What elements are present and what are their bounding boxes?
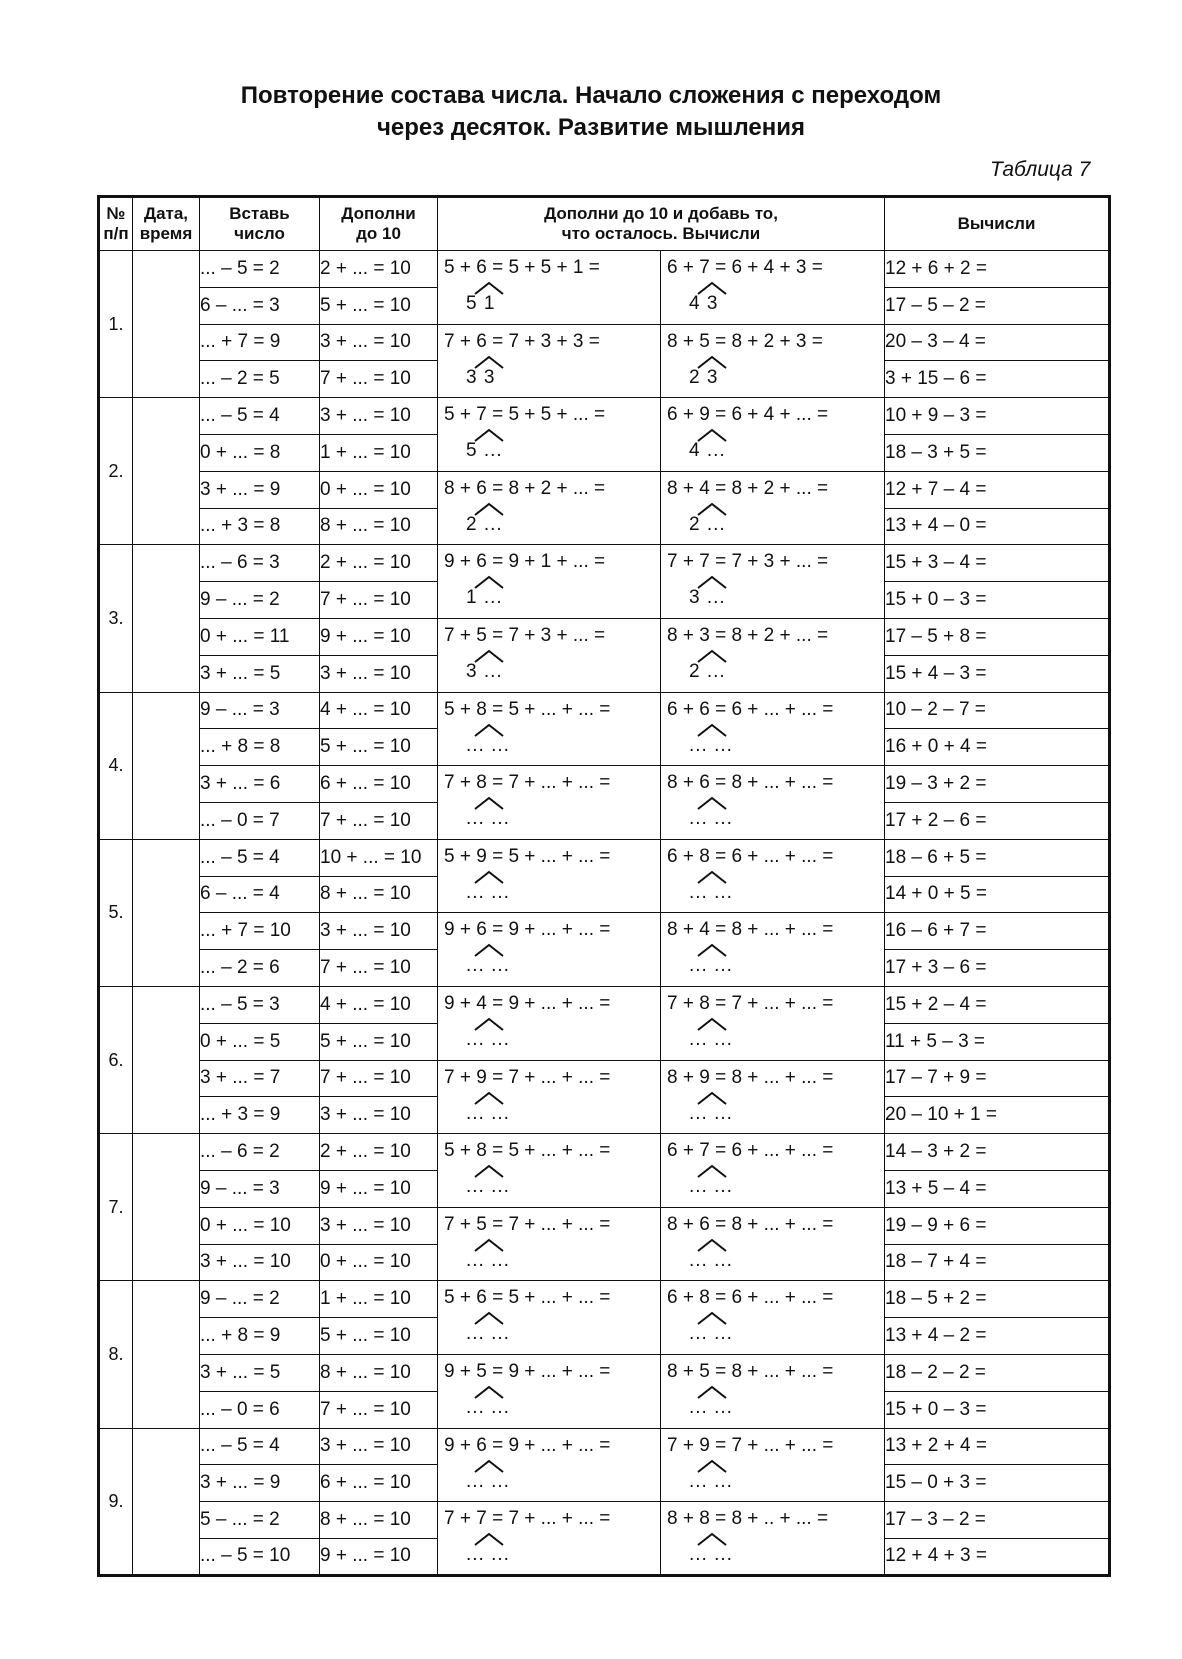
compute-cell[interactable]: 3 + 15 – 6 = bbox=[885, 361, 1110, 398]
split-expression: 5 + 8 = 5 + ... + ... = bbox=[444, 1140, 611, 1162]
split-parts: ... ... bbox=[689, 1102, 733, 1124]
row-number: 3. bbox=[99, 545, 133, 692]
complete-to-10-cell[interactable]: 7 + ... = 10 bbox=[320, 582, 438, 619]
row-number: 1. bbox=[99, 251, 133, 398]
header-compute: Вычисли bbox=[885, 197, 1110, 251]
split-expression: 7 + 6 = 7 + 3 + 3 = bbox=[444, 330, 600, 352]
compute-cell[interactable]: 13 + 4 – 0 = bbox=[885, 508, 1110, 545]
complete-to-10-cell[interactable]: 3 + ... = 10 bbox=[320, 1207, 438, 1244]
table-row bbox=[99, 913, 1110, 950]
split-expression: 9 + 6 = 9 + ... + ... = bbox=[444, 1434, 611, 1456]
split-expression: 9 + 4 = 9 + ... + ... = bbox=[444, 992, 611, 1014]
complete-to-10-cell[interactable]: 3 + ... = 10 bbox=[320, 324, 438, 361]
compute-cell[interactable]: 12 + 6 + 2 = bbox=[885, 251, 1110, 288]
complete-to-10-cell[interactable]: 4 + ... = 10 bbox=[320, 692, 438, 729]
split-add-cell[interactable] bbox=[661, 398, 885, 472]
split-parts: 3 ... bbox=[466, 660, 503, 682]
split-expression: 8 + 4 = 8 + ... + ... = bbox=[667, 919, 834, 941]
split-expression: 8 + 6 = 8 + ... + ... = bbox=[667, 772, 834, 794]
split-add-cell[interactable] bbox=[438, 1207, 661, 1281]
insert-number-cell[interactable]: 6 – ... = 4 bbox=[200, 876, 320, 913]
table-row bbox=[99, 618, 1110, 655]
complete-to-10-cell[interactable]: 4 + ... = 10 bbox=[320, 986, 438, 1023]
split-add-cell[interactable] bbox=[661, 1428, 885, 1502]
split-parts: ... ... bbox=[466, 1470, 510, 1492]
insert-number-cell[interactable]: ... – 5 = 2 bbox=[200, 251, 320, 288]
insert-number-cell[interactable]: 3 + ... = 7 bbox=[200, 1060, 320, 1097]
insert-number-cell[interactable]: 0 + ... = 8 bbox=[200, 434, 320, 471]
table-row bbox=[99, 986, 1110, 1023]
split-expression: 5 + 8 = 5 + ... + ... = bbox=[444, 698, 611, 720]
date-cell[interactable] bbox=[133, 545, 200, 692]
complete-to-10-cell[interactable]: 8 + ... = 10 bbox=[320, 876, 438, 913]
split-parts: 4 3 bbox=[689, 293, 719, 314]
split-add-cell[interactable] bbox=[438, 692, 661, 766]
compute-cell[interactable]: 17 – 7 + 9 = bbox=[885, 1060, 1110, 1097]
compute-cell[interactable]: 10 – 2 – 7 = bbox=[885, 692, 1110, 729]
date-cell[interactable] bbox=[133, 251, 200, 398]
split-expression: 7 + 7 = 7 + ... + ... = bbox=[444, 1508, 611, 1530]
split-parts: ... ... bbox=[689, 1470, 733, 1492]
split-expression: 8 + 5 = 8 + ... + ... = bbox=[667, 1360, 834, 1382]
header-date: Дата, время bbox=[133, 197, 200, 251]
split-add-cell[interactable] bbox=[661, 1281, 885, 1355]
complete-to-10-cell[interactable]: 0 + ... = 10 bbox=[320, 471, 438, 508]
compute-cell[interactable]: 18 – 2 – 2 = bbox=[885, 1354, 1110, 1391]
complete-to-10-cell[interactable]: 8 + ... = 10 bbox=[320, 1354, 438, 1391]
split-parts: ... ... bbox=[689, 734, 733, 756]
split-expression: 6 + 7 = 6 + 4 + 3 = bbox=[667, 257, 823, 278]
split-expression: 8 + 9 = 8 + ... + ... = bbox=[667, 1066, 834, 1088]
split-add-cell[interactable] bbox=[438, 913, 661, 987]
split-expression: 7 + 5 = 7 + ... + ... = bbox=[444, 1213, 611, 1235]
complete-to-10-cell[interactable]: 3 + ... = 10 bbox=[320, 398, 438, 435]
split-expression: 9 + 6 = 9 + ... + ... = bbox=[444, 919, 611, 941]
split-parts: 3 3 bbox=[466, 366, 496, 388]
split-expression: 7 + 8 = 7 + ... + ... = bbox=[667, 992, 834, 1014]
split-add-cell[interactable] bbox=[438, 1060, 661, 1134]
split-add-cell[interactable] bbox=[438, 324, 661, 398]
date-cell[interactable] bbox=[133, 1428, 200, 1576]
complete-to-10-cell[interactable]: 7 + ... = 10 bbox=[320, 802, 438, 839]
insert-number-cell[interactable]: 3 + ... = 5 bbox=[200, 1354, 320, 1391]
table-row bbox=[99, 839, 1110, 876]
split-parts: ... ... bbox=[466, 1323, 510, 1345]
split-expression: 6 + 9 = 6 + 4 + ... = bbox=[667, 404, 829, 426]
compute-cell[interactable]: 18 – 3 + 5 = bbox=[885, 434, 1110, 471]
split-expression: 7 + 9 = 7 + ... + ... = bbox=[444, 1066, 611, 1088]
table-row bbox=[99, 1428, 1110, 1465]
compute-cell[interactable]: 20 – 3 – 4 = bbox=[885, 324, 1110, 361]
date-cell[interactable] bbox=[133, 1134, 200, 1281]
split-parts: ... ... bbox=[689, 1176, 733, 1198]
complete-to-10-cell[interactable]: 3 + ... = 10 bbox=[320, 1428, 438, 1465]
split-add-cell[interactable] bbox=[661, 1134, 885, 1208]
split-parts: ... ... bbox=[689, 1249, 733, 1271]
split-parts: 2 3 bbox=[689, 366, 719, 388]
insert-number-cell[interactable]: ... – 2 = 6 bbox=[200, 950, 320, 987]
table-caption: Таблица 7 bbox=[990, 158, 1091, 181]
compute-cell[interactable]: 11 + 5 – 3 = bbox=[885, 1023, 1110, 1060]
split-parts: ... ... bbox=[689, 881, 733, 903]
split-add-cell[interactable] bbox=[438, 1134, 661, 1208]
insert-number-cell[interactable]: 6 – ... = 3 bbox=[200, 287, 320, 324]
complete-to-10-cell[interactable]: 0 + ... = 10 bbox=[320, 1244, 438, 1281]
insert-number-cell[interactable]: 3 + ... = 9 bbox=[200, 471, 320, 508]
complete-to-10-cell[interactable]: 6 + ... = 10 bbox=[320, 1465, 438, 1502]
split-add-cell[interactable] bbox=[438, 1354, 661, 1428]
insert-number-cell[interactable]: ... + 8 = 8 bbox=[200, 729, 320, 766]
split-add-cell[interactable] bbox=[661, 766, 885, 840]
split-parts: ... ... bbox=[689, 1028, 733, 1050]
split-parts: ... ... bbox=[689, 1544, 733, 1566]
header-number: № п/п bbox=[99, 197, 133, 251]
exercise-table bbox=[97, 195, 1111, 1577]
split-expression: 8 + 6 = 8 + ... + ... = bbox=[667, 1213, 834, 1235]
split-expression: 8 + 3 = 8 + 2 + ... = bbox=[667, 624, 829, 646]
complete-to-10-cell[interactable]: 3 + ... = 10 bbox=[320, 1097, 438, 1134]
split-parts: ... ... bbox=[689, 955, 733, 977]
date-cell[interactable] bbox=[133, 1281, 200, 1428]
compute-cell[interactable]: 13 + 5 – 4 = bbox=[885, 1170, 1110, 1207]
split-parts: ... ... bbox=[689, 1323, 733, 1345]
split-parts: ... ... bbox=[466, 1176, 510, 1198]
table-row bbox=[99, 398, 1110, 435]
split-add-cell[interactable] bbox=[661, 839, 885, 913]
row-number: 4. bbox=[99, 692, 133, 839]
compute-cell[interactable]: 15 + 4 – 3 = bbox=[885, 655, 1110, 692]
header-insert-number: Вставь число bbox=[200, 197, 320, 251]
split-add-cell[interactable] bbox=[661, 324, 885, 398]
insert-number-cell[interactable]: ... – 0 = 6 bbox=[200, 1391, 320, 1428]
compute-cell[interactable]: 15 – 0 + 3 = bbox=[885, 1465, 1110, 1502]
insert-number-cell[interactable]: 9 – ... = 2 bbox=[200, 1281, 320, 1318]
insert-number-cell[interactable]: ... – 5 = 4 bbox=[200, 1428, 320, 1465]
compute-cell[interactable]: 19 – 9 + 6 = bbox=[885, 1207, 1110, 1244]
split-expression: 6 + 8 = 6 + ... + ... = bbox=[667, 845, 834, 867]
header-complete-to-10: Дополни до 10 bbox=[320, 197, 438, 251]
insert-number-cell[interactable]: 9 – ... = 3 bbox=[200, 692, 320, 729]
table-row bbox=[99, 1207, 1110, 1244]
insert-number-cell[interactable]: ... – 5 = 4 bbox=[200, 398, 320, 435]
table-row bbox=[99, 1502, 1110, 1539]
split-expression: 7 + 8 = 7 + ... + ... = bbox=[444, 772, 611, 794]
date-cell[interactable] bbox=[133, 839, 200, 986]
insert-number-cell[interactable]: 0 + ... = 5 bbox=[200, 1023, 320, 1060]
insert-number-cell[interactable]: 0 + ... = 10 bbox=[200, 1207, 320, 1244]
table-row bbox=[99, 1354, 1110, 1391]
insert-number-cell[interactable]: 3 + ... = 10 bbox=[200, 1244, 320, 1281]
split-parts: 2 ... bbox=[466, 513, 503, 535]
compute-cell[interactable]: 12 + 7 – 4 = bbox=[885, 471, 1110, 508]
insert-number-cell[interactable]: 3 + ... = 6 bbox=[200, 766, 320, 803]
compute-cell[interactable]: 14 + 0 + 5 = bbox=[885, 876, 1110, 913]
insert-number-cell[interactable]: 9 – ... = 2 bbox=[200, 582, 320, 619]
split-parts: 1 ... bbox=[466, 587, 503, 609]
complete-to-10-cell[interactable]: 9 + ... = 10 bbox=[320, 1538, 438, 1575]
split-expression: 8 + 8 = 8 + .. + ... = bbox=[667, 1508, 829, 1530]
header-row bbox=[99, 197, 1110, 251]
split-expression: 7 + 7 = 7 + 3 + ... = bbox=[667, 551, 829, 573]
split-expression: 5 + 6 = 5 + ... + ... = bbox=[444, 1287, 611, 1309]
split-add-cell[interactable] bbox=[438, 839, 661, 913]
row-number: 7. bbox=[99, 1134, 133, 1281]
split-add-cell[interactable] bbox=[438, 1502, 661, 1576]
split-add-cell[interactable] bbox=[661, 986, 885, 1060]
split-parts: 2 ... bbox=[689, 513, 726, 535]
compute-cell[interactable]: 18 – 6 + 5 = bbox=[885, 839, 1110, 876]
date-cell[interactable] bbox=[133, 692, 200, 839]
insert-number-cell[interactable]: ... – 6 = 3 bbox=[200, 545, 320, 582]
compute-cell[interactable]: 17 – 5 – 2 = bbox=[885, 287, 1110, 324]
table-row bbox=[99, 692, 1110, 729]
split-parts: ... ... bbox=[689, 808, 733, 830]
split-parts: 3 ... bbox=[689, 587, 726, 609]
split-add-cell[interactable] bbox=[661, 545, 885, 619]
split-add-cell[interactable] bbox=[438, 545, 661, 619]
table-row bbox=[99, 766, 1110, 803]
compute-cell[interactable]: 16 – 6 + 7 = bbox=[885, 913, 1110, 950]
split-add-cell[interactable] bbox=[661, 1502, 885, 1576]
split-add-cell[interactable] bbox=[438, 471, 661, 545]
insert-number-cell[interactable]: ... – 5 = 10 bbox=[200, 1538, 320, 1575]
insert-number-cell[interactable]: ... + 7 = 10 bbox=[200, 913, 320, 950]
compute-cell[interactable]: 14 – 3 + 2 = bbox=[885, 1134, 1110, 1171]
complete-to-10-cell[interactable]: 2 + ... = 10 bbox=[320, 1134, 438, 1171]
compute-cell[interactable]: 15 + 2 – 4 = bbox=[885, 986, 1110, 1023]
split-parts: ... ... bbox=[466, 1544, 510, 1566]
split-add-cell[interactable] bbox=[661, 471, 885, 545]
split-parts: 2 ... bbox=[689, 660, 726, 682]
table-row bbox=[99, 1134, 1110, 1171]
complete-to-10-cell[interactable]: 3 + ... = 10 bbox=[320, 913, 438, 950]
row-number: 5. bbox=[99, 839, 133, 986]
split-parts: 5 1 bbox=[466, 293, 496, 314]
table-row bbox=[99, 1060, 1110, 1097]
compute-cell[interactable]: 15 + 0 – 3 = bbox=[885, 1391, 1110, 1428]
complete-to-10-cell[interactable]: 3 + ... = 10 bbox=[320, 655, 438, 692]
split-add-cell[interactable] bbox=[661, 1060, 885, 1134]
insert-number-cell[interactable]: 3 + ... = 9 bbox=[200, 1465, 320, 1502]
compute-cell[interactable]: 10 + 9 – 3 = bbox=[885, 398, 1110, 435]
split-expression: 6 + 6 = 6 + ... + ... = bbox=[667, 698, 834, 720]
split-parts: 5 ... bbox=[466, 440, 503, 462]
split-parts: ... ... bbox=[466, 955, 510, 977]
date-cell[interactable] bbox=[133, 398, 200, 545]
split-expression: 9 + 5 = 9 + ... + ... = bbox=[444, 1360, 611, 1382]
compute-cell[interactable]: 18 – 5 + 2 = bbox=[885, 1281, 1110, 1318]
complete-to-10-cell[interactable]: 1 + ... = 10 bbox=[320, 434, 438, 471]
split-add-cell[interactable] bbox=[661, 618, 885, 692]
split-add-cell[interactable] bbox=[661, 1207, 885, 1281]
split-add-cell[interactable] bbox=[438, 986, 661, 1060]
split-add-cell[interactable] bbox=[438, 251, 661, 325]
compute-cell[interactable]: 20 – 10 + 1 = bbox=[885, 1097, 1110, 1134]
split-expression: 8 + 4 = 8 + 2 + ... = bbox=[667, 477, 829, 499]
split-expression: 6 + 7 = 6 + ... + ... = bbox=[667, 1140, 834, 1162]
compute-cell[interactable]: 13 + 4 – 2 = bbox=[885, 1318, 1110, 1355]
insert-number-cell[interactable]: ... – 0 = 7 bbox=[200, 802, 320, 839]
split-expression: 8 + 6 = 8 + 2 + ... = bbox=[444, 477, 606, 499]
compute-cell[interactable]: 15 + 3 – 4 = bbox=[885, 545, 1110, 582]
complete-to-10-cell[interactable]: 5 + ... = 10 bbox=[320, 1023, 438, 1060]
compute-cell[interactable]: 17 – 5 + 8 = bbox=[885, 618, 1110, 655]
insert-number-cell[interactable]: ... – 2 = 5 bbox=[200, 361, 320, 398]
split-parts: ... ... bbox=[466, 1102, 510, 1124]
split-add-cell[interactable] bbox=[438, 618, 661, 692]
header-add-remaining: Дополни до 10 и добавь то, что осталось. Вычисли bbox=[438, 197, 885, 251]
compute-cell[interactable]: 16 + 0 + 4 = bbox=[885, 729, 1110, 766]
split-add-cell[interactable] bbox=[438, 1428, 661, 1502]
complete-to-10-cell[interactable]: 7 + ... = 10 bbox=[320, 1060, 438, 1097]
table-row bbox=[99, 251, 1110, 288]
complete-to-10-cell[interactable]: 5 + ... = 10 bbox=[320, 1318, 438, 1355]
split-add-cell[interactable] bbox=[438, 766, 661, 840]
complete-to-10-cell[interactable]: 7 + ... = 10 bbox=[320, 950, 438, 987]
split-expression: 6 + 8 = 6 + ... + ... = bbox=[667, 1287, 834, 1309]
insert-number-cell[interactable]: 0 + ... = 11 bbox=[200, 618, 320, 655]
split-expression: 5 + 6 = 5 + 5 + 1 = bbox=[444, 257, 600, 278]
complete-to-10-cell[interactable]: 9 + ... = 10 bbox=[320, 618, 438, 655]
compute-cell[interactable]: 19 – 3 + 2 = bbox=[885, 766, 1110, 803]
split-parts: 4 ... bbox=[689, 440, 726, 462]
row-number: 6. bbox=[99, 986, 133, 1133]
split-expression: 7 + 9 = 7 + ... + ... = bbox=[667, 1434, 834, 1456]
insert-number-cell[interactable]: 9 – ... = 3 bbox=[200, 1170, 320, 1207]
complete-to-10-cell[interactable]: 7 + ... = 10 bbox=[320, 1391, 438, 1428]
split-expression: 8 + 5 = 8 + 2 + 3 = bbox=[667, 330, 823, 352]
complete-to-10-cell[interactable]: 1 + ... = 10 bbox=[320, 1281, 438, 1318]
row-number: 9. bbox=[99, 1428, 133, 1576]
split-expression: 9 + 6 = 9 + 1 + ... = bbox=[444, 551, 606, 573]
table-row bbox=[99, 1281, 1110, 1318]
page-title bbox=[0, 80, 1182, 144]
split-expression: 5 + 9 = 5 + ... + ... = bbox=[444, 845, 611, 867]
insert-number-cell[interactable]: ... – 6 = 2 bbox=[200, 1134, 320, 1171]
insert-number-cell[interactable]: 3 + ... = 5 bbox=[200, 655, 320, 692]
split-parts: ... ... bbox=[689, 1396, 733, 1418]
compute-cell[interactable]: 12 + 4 + 3 = bbox=[885, 1538, 1110, 1575]
complete-to-10-cell[interactable]: 10 + ... = 10 bbox=[320, 839, 438, 876]
complete-to-10-cell[interactable]: 2 + ... = 10 bbox=[320, 545, 438, 582]
row-number: 8. bbox=[99, 1281, 133, 1428]
complete-to-10-cell[interactable]: 9 + ... = 10 bbox=[320, 1170, 438, 1207]
complete-to-10-cell[interactable]: 5 + ... = 10 bbox=[320, 729, 438, 766]
complete-to-10-cell[interactable]: 8 + ... = 10 bbox=[320, 1502, 438, 1539]
insert-number-cell[interactable]: ... – 5 = 3 bbox=[200, 986, 320, 1023]
split-add-cell[interactable] bbox=[661, 251, 885, 325]
date-cell[interactable] bbox=[133, 986, 200, 1133]
insert-number-cell[interactable]: 5 – ... = 2 bbox=[200, 1502, 320, 1539]
insert-number-cell[interactable]: ... + 3 = 8 bbox=[200, 508, 320, 545]
split-parts: ... ... bbox=[466, 734, 510, 756]
complete-to-10-cell[interactable]: 6 + ... = 10 bbox=[320, 766, 438, 803]
compute-cell[interactable]: 13 + 2 + 4 = bbox=[885, 1428, 1110, 1465]
insert-number-cell[interactable]: ... + 3 = 9 bbox=[200, 1097, 320, 1134]
compute-cell[interactable]: 17 + 3 – 6 = bbox=[885, 950, 1110, 987]
split-parts: ... ... bbox=[466, 1249, 510, 1271]
table-row bbox=[99, 545, 1110, 582]
title-line-1: Повторение состава числа. Начало сложения с переходом bbox=[240, 82, 942, 109]
split-parts: ... ... bbox=[466, 1396, 510, 1418]
complete-to-10-cell[interactable]: 8 + ... = 10 bbox=[320, 508, 438, 545]
split-add-cell[interactable] bbox=[661, 913, 885, 987]
split-parts: ... ... bbox=[466, 808, 510, 830]
insert-number-cell[interactable]: ... + 8 = 9 bbox=[200, 1318, 320, 1355]
complete-to-10-cell[interactable]: 5 + ... = 10 bbox=[320, 287, 438, 324]
title-line-2: через десяток. Развитие мышления bbox=[376, 114, 806, 141]
table-row bbox=[99, 471, 1110, 508]
split-add-cell[interactable] bbox=[438, 398, 661, 472]
split-add-cell[interactable] bbox=[661, 692, 885, 766]
split-parts: ... ... bbox=[466, 1028, 510, 1050]
table-row bbox=[99, 324, 1110, 361]
complete-to-10-cell[interactable]: 7 + ... = 10 bbox=[320, 361, 438, 398]
insert-number-cell[interactable]: ... – 5 = 4 bbox=[200, 839, 320, 876]
compute-cell[interactable]: 15 + 0 – 3 = bbox=[885, 582, 1110, 619]
row-number: 2. bbox=[99, 398, 133, 545]
insert-number-cell[interactable]: ... + 7 = 9 bbox=[200, 324, 320, 361]
compute-cell[interactable]: 17 + 2 – 6 = bbox=[885, 802, 1110, 839]
split-expression: 5 + 7 = 5 + 5 + ... = bbox=[444, 404, 606, 426]
compute-cell[interactable]: 17 – 3 – 2 = bbox=[885, 1502, 1110, 1539]
compute-cell[interactable]: 18 – 7 + 4 = bbox=[885, 1244, 1110, 1281]
split-expression: 7 + 5 = 7 + 3 + ... = bbox=[444, 624, 606, 646]
split-parts: ... ... bbox=[466, 881, 510, 903]
complete-to-10-cell[interactable]: 2 + ... = 10 bbox=[320, 251, 438, 288]
split-add-cell[interactable] bbox=[438, 1281, 661, 1355]
split-add-cell[interactable] bbox=[661, 1354, 885, 1428]
